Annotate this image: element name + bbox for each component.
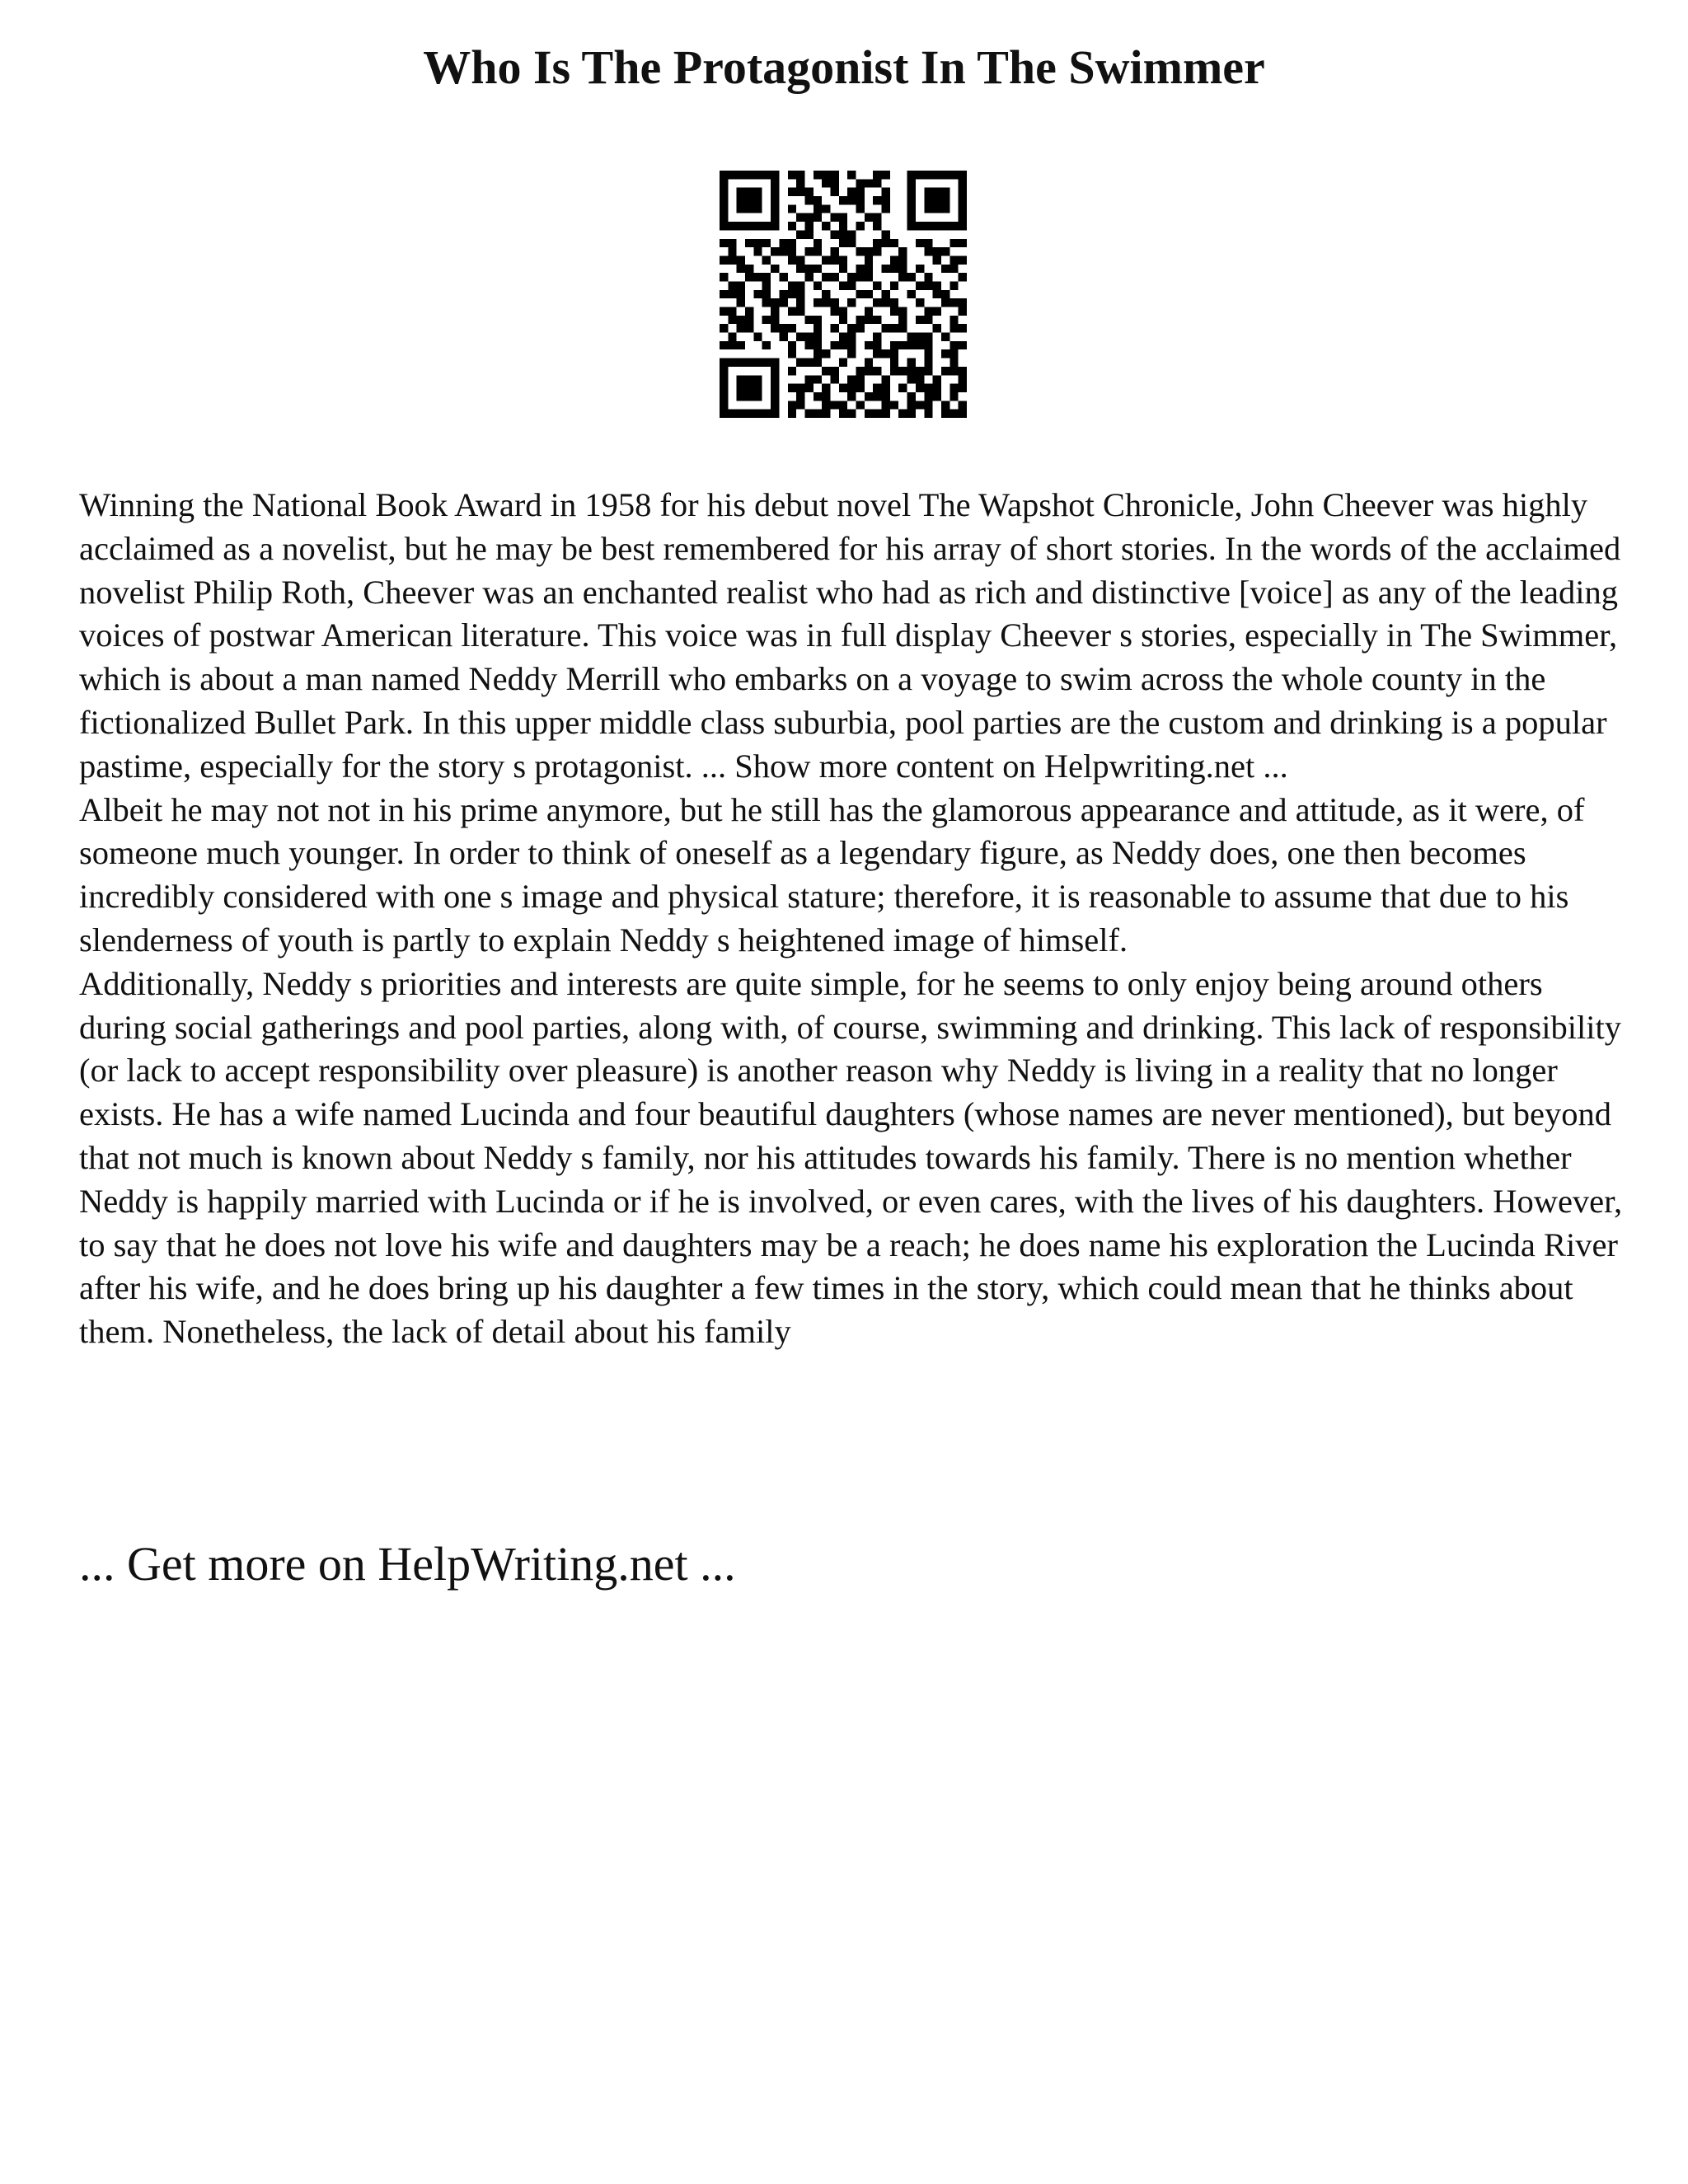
qr-code-icon	[720, 171, 967, 418]
get-more-link[interactable]: ... Get more on HelpWriting.net ...	[79, 1537, 736, 1591]
paragraph-2: Albeit he may not not in his prime anymore, but he still has the glamorous appearance and attitude, as it were, of someone much younger. In order to think of oneself as a legendary figure, as Neddy does, one then becomes incredibly considered with one s image and physical stature; therefore, it is reasonable to assume that due to his slenderness of youth is partly to explain Neddy s heightened image of himself.	[79, 790, 1585, 958]
page-title: Who Is The Protagonist In The Swimmer	[423, 40, 1265, 94]
paragraph-3: Additionally, Neddy s priorities and interests are quite simple, for he seems to only enjoy being around others during social gatherings and pool parties, along with, of course, swimming and drinking. This lack of responsibility (or lack to accept responsibility over pleasure) is another reason why Neddy is living in a reality that no longer exists. He has a wife named Lucinda and four beautiful daughters (whose names are never mentioned), but beyond that not much is known about Neddy s family, nor his attitudes towards his family. There is no mention whether Neddy is happily married with Lucinda or if he is involved, or even cares, with the lives of his daughters. However, to say that he does not love his wife and daughters may be a reach; he does name his exploration the Lucinda River after his wife, and he does bring up his daughter a few times in the story, which could mean that he thinks about them. Nonetheless, the lack of detail about his family	[79, 964, 1623, 1351]
article-body	[79, 484, 1629, 1354]
paragraph-1: Winning the National Book Award in 1958 for his debut novel The Wapshot Chronicle, John Cheever was highly acclaimed as a novelist, but he may be best remembered for his array of short stories. In the words of the acclaimed novelist Philip Roth, Cheever was an enchanted realist who had as rich and distinctive [voice] as any of the leading voices of postwar American literature. This voice was in full display Cheever s stories, especially in The Swimmer, which is about a man named Neddy Merrill who embarks on a voyage to swim across the whole county in the fictionalized Bullet Park. In this upper middle class suburbia, pool parties are the custom and drinking is a popular pastime, especially for the story s protagonist. ... Show more content on Helpwriting.net ...	[79, 486, 1621, 785]
